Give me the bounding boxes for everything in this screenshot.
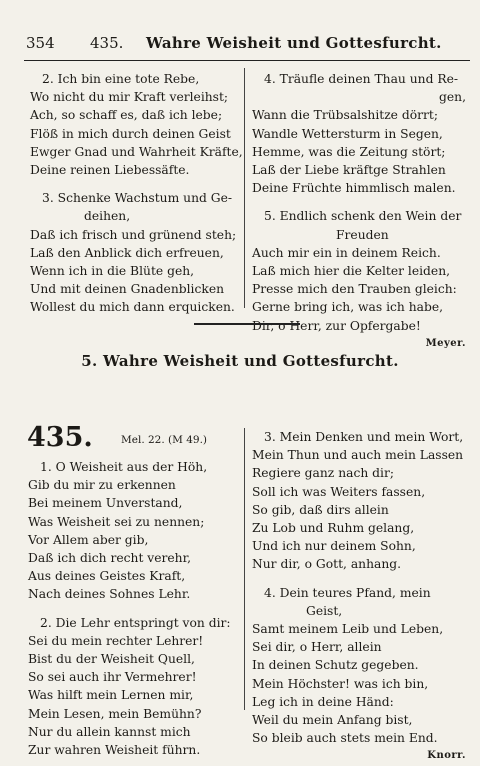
verse-line: Und ich nur deinem Sohn, [252, 539, 416, 554]
verse-line: Ewger Gnad und Wahrheit Kräfte, [30, 144, 243, 159]
verse-line: Wenn ich in die Blüte geh, [30, 264, 195, 279]
verse-line: Zur wahren Weisheit führn. [28, 743, 201, 758]
verse-line: Und mit deinen Gnadenblicken [30, 282, 225, 297]
verse-line: Weil du mein Anfang bist, [252, 713, 413, 728]
verse-line: Ach, so schaff es, daß ich lebe; [30, 108, 223, 123]
verse-line: 3. Mein Denken und mein Wort, [264, 430, 464, 444]
verse-line: 4. Dein teures Pfand, mein [264, 585, 431, 600]
verse-line: Deine reinen Liebessäfte. [30, 163, 190, 178]
column-divider-bottom [244, 428, 245, 710]
verse-line: 5. Endlich schenk den Wein der [264, 209, 462, 224]
verse-line: Mein Höchster! was ich bin, [252, 676, 429, 691]
verse-line: 1. O Weisheit aus der Höh, [40, 460, 208, 474]
verse-line: Deine Früchte himmlisch malen. [252, 181, 456, 196]
verse-line: Was Weisheit sei zu nennen; [28, 514, 205, 529]
verse-line: Vor Allem aber gib, [28, 532, 149, 547]
verse-line: Gerne bring ich, was ich habe, [252, 300, 444, 315]
running-head [26, 34, 458, 56]
bottom-right-column [252, 428, 468, 766]
bottom-left-column [28, 458, 242, 759]
verse-line: Mein Lesen, mein Bemühn? [28, 706, 202, 721]
author-credit: Knorr. [427, 750, 466, 762]
header-rule [24, 60, 470, 61]
verse-line: 4. Träufle deinen Thau und Re- [264, 72, 459, 86]
verse-line: Bei meinem Unverstand, [28, 496, 183, 511]
verse-line: Wandle Wettersturm in Segen, [252, 126, 443, 141]
verse-line: Leg ich in deine Händ: [252, 694, 394, 709]
verse-line: In deinen Schutz gegeben. [252, 658, 419, 673]
verse-line: Regiere ganz nach dir; [252, 466, 394, 481]
verse-line: Bist du der Weisheit Quell, [28, 652, 195, 667]
verse-line: 3. Schenke Wachstum und Ge- [42, 191, 233, 206]
verse-line: Mein Thun und auch mein Lassen [252, 448, 464, 463]
verse-line: Was hilft mein Lernen mir, [28, 688, 194, 703]
verse-line: Laß der Liebe kräftge Strahlen [252, 163, 446, 178]
verse-line: gen, [439, 90, 466, 105]
section-title: 5. Wahre Weisheit und Gottesfurcht. [81, 352, 399, 370]
verse-line: Wann die Trübsalshitze dörrt; [252, 108, 438, 123]
verse-line: Wollest du mich dann erquicken. [30, 300, 235, 315]
verse-line: So gib, daß dirs allein [252, 502, 389, 517]
verse-line: Freuden [336, 227, 389, 242]
running-head-hymn-number: 435. [90, 34, 124, 52]
verse-line: So sei auch ihr Vermehrer! [28, 670, 197, 685]
verse-line: Presse mich den Trauben gleich: [252, 282, 457, 297]
page-number: 354 [26, 34, 55, 52]
verse-line: Daß ich frisch und grünend steh; [30, 227, 237, 242]
melody-reference: Mel. 22. (M 49.) [121, 434, 208, 446]
verse-line: Flöß in mich durch deinen Geist [30, 126, 231, 141]
column-divider-top [244, 68, 245, 308]
verse-line: Aus deines Geistes Kraft, [28, 569, 186, 584]
verse-line: Geist, [306, 603, 343, 618]
verse-line: Hemme, was die Zeitung stört; [252, 144, 446, 159]
verse-line: Gib du mir zu erkennen [28, 478, 176, 493]
verse-line: 2. Die Lehr entspringt von dir: [40, 615, 231, 630]
verse-line: Samt meinem Leib und Leben, [252, 622, 444, 637]
verse-line: Nur du allein kannst mich [28, 724, 191, 739]
verse-line: Dir, o Herr, zur Opfergabe! [252, 318, 421, 333]
author-credit: Meyer. [425, 337, 466, 349]
verse-line: Laß den Anblick dich erfreuen, [30, 245, 224, 260]
hymn-number: 435. [27, 422, 93, 453]
verse-line: Nur dir, o Gott, anhang. [252, 557, 402, 572]
verse-line: So bleib auch stets mein End. [252, 731, 438, 746]
verse-line: Soll ich was Weiters fassen, [252, 484, 426, 499]
verse-line: Wo nicht du mir Kraft verleihst; [30, 90, 229, 105]
verse-line: Daß ich dich recht verehr, [28, 551, 192, 566]
top-right-column [252, 70, 468, 353]
verse-line: deihen, [84, 209, 131, 224]
verse-line: Nach deines Sohnes Lehr. [28, 587, 191, 602]
running-head-title: Wahre Weisheit und Gottesfurcht. [146, 34, 442, 52]
verse-line: Sei du mein rechter Lehrer! [28, 633, 204, 648]
verse-line: 2. Ich bin eine tote Rebe, [42, 72, 200, 86]
verse-line: Zu Lob und Ruhm gelang, [252, 521, 415, 536]
verse-line: Auch mir ein in deinem Reich. [252, 245, 441, 260]
verse-line: Sei dir, o Herr, allein [252, 640, 382, 655]
verse-line: Laß mich hier die Kelter leiden, [252, 264, 451, 279]
section-rule [194, 323, 300, 325]
top-left-column [30, 70, 243, 317]
